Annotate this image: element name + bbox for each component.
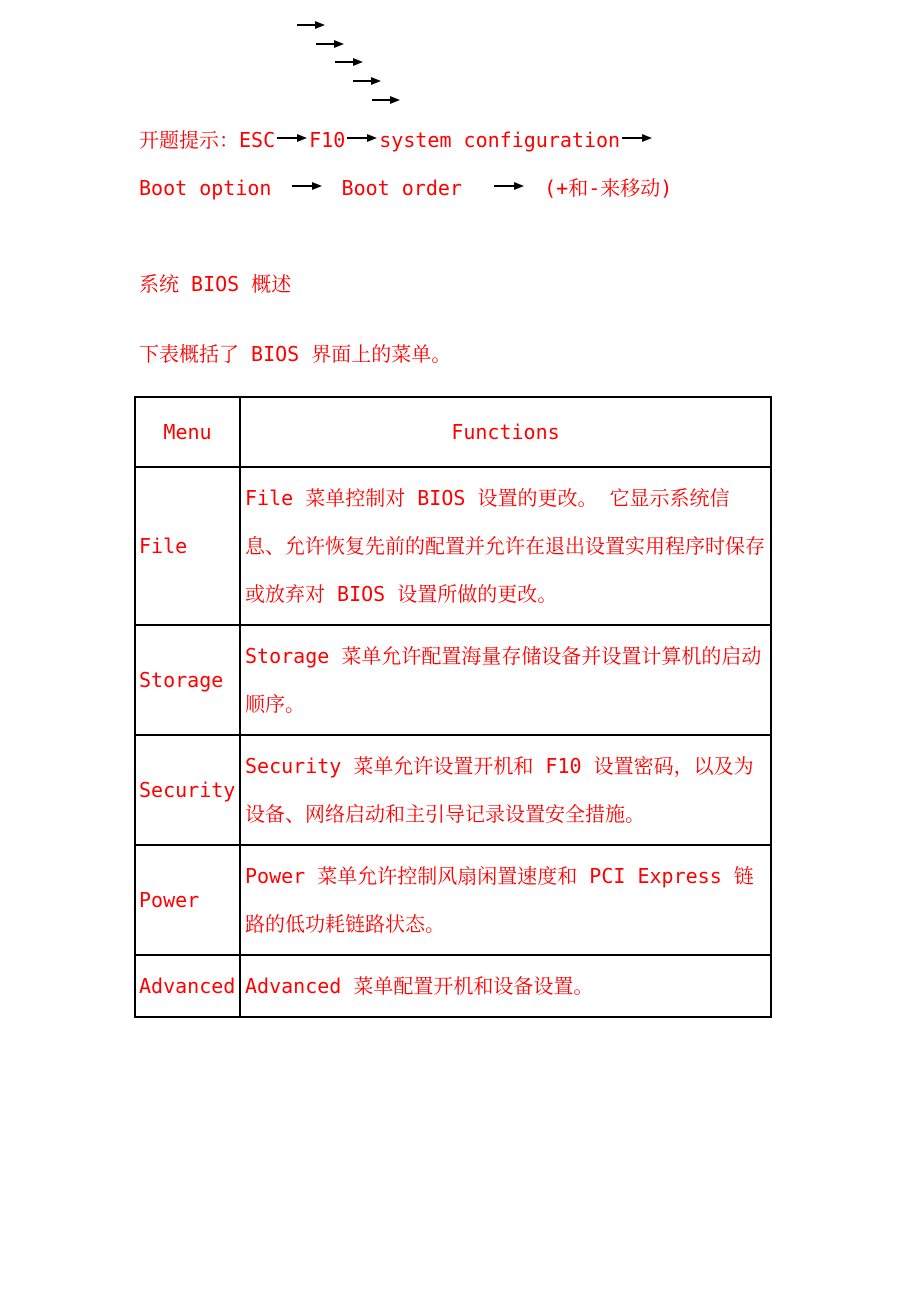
bios-menu-table [134, 396, 772, 1018]
menu-cell-file: File [135, 467, 240, 625]
path-boot-order: Boot order [341, 176, 462, 200]
table-row [135, 955, 771, 1017]
path-boot-option: Boot option [139, 176, 272, 200]
table-header-row [135, 397, 771, 467]
arrow-right-icon [297, 20, 325, 30]
arrow-right-icon [347, 133, 377, 143]
header-menu: Menu [135, 397, 240, 467]
arrow-right-icon [292, 181, 322, 191]
path-esc: ESC [239, 128, 276, 152]
arrow-right-icon [277, 133, 307, 143]
table-row [135, 625, 771, 735]
path-f10: F10 [309, 128, 346, 152]
function-cell: File 菜单控制对 BIOS 设置的更改。 它显示系统信息、允许恢复先前的配置并允许在退出设置实用程序时保存或放弃对 BIOS 设置所做的更改。 [240, 467, 771, 625]
function-cell: Security 菜单允许设置开机和 F10 设置密码，以及为设备、网络启动和主引导记录设置安全措施。 [240, 735, 771, 845]
section-intro: 下表概括了 BIOS 界面上的菜单。 [139, 342, 452, 366]
hint-line-2 [139, 172, 672, 201]
path-system-configuration: system configuration [379, 128, 621, 152]
menu-cell-security: Security [135, 735, 240, 845]
function-cell: Advanced 菜单配置开机和设备设置。 [240, 955, 771, 1017]
arrow-right-icon [316, 39, 344, 49]
header-functions: Functions [240, 397, 771, 467]
section-title: 系统 BIOS 概述 [139, 272, 292, 296]
hint-label: 开题提示： [139, 128, 239, 152]
move-hint: (+和-来移动) [544, 176, 673, 200]
function-cell: Storage 菜单允许配置海量存储设备并设置计算机的启动顺序。 [240, 625, 771, 735]
menu-cell-power: Power [135, 845, 240, 955]
menu-cell-advanced: Advanced [135, 955, 240, 1017]
arrow-right-icon [494, 181, 524, 191]
table-row [135, 845, 771, 955]
arrow-right-icon [353, 76, 381, 86]
table-row [135, 735, 771, 845]
table-row [135, 467, 771, 625]
arrow-right-icon [622, 133, 652, 143]
menu-cell-storage: Storage [135, 625, 240, 735]
hint-line-1 [139, 124, 654, 153]
function-cell: Power 菜单允许控制风扇闲置速度和 PCI Express 链路的低功耗链路状态。 [240, 845, 771, 955]
arrow-right-icon [372, 95, 400, 105]
arrow-right-icon [335, 57, 363, 67]
